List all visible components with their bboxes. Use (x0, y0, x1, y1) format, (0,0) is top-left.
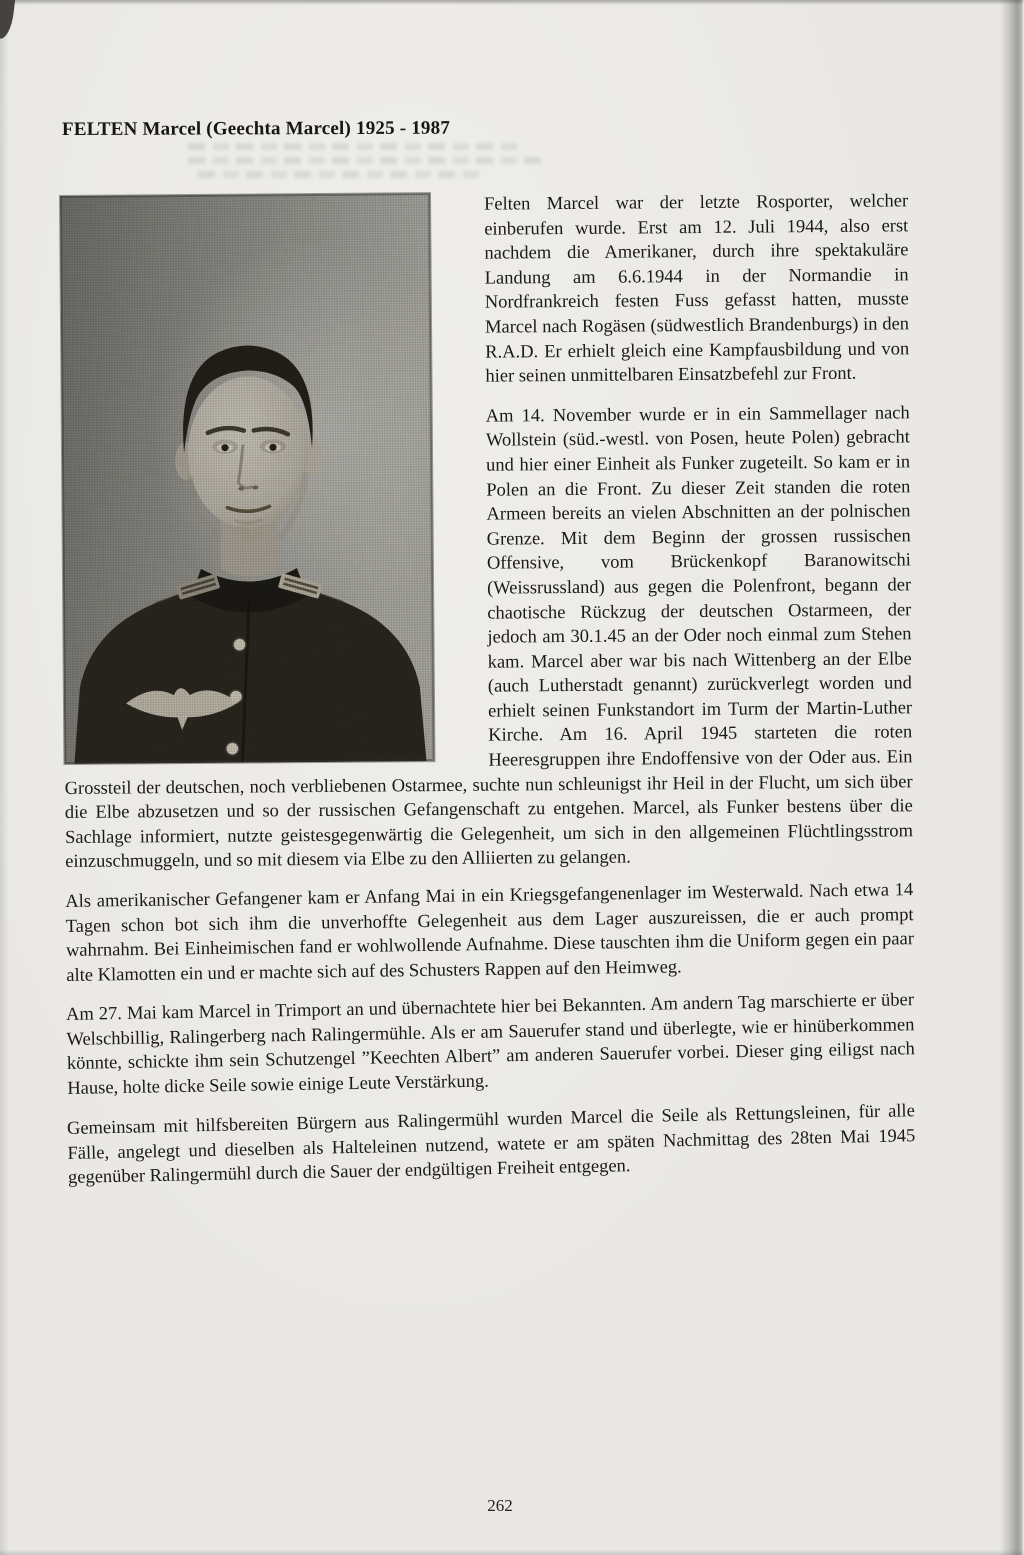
article-body (60, 189, 916, 1205)
scan-edge-band-right (1000, 0, 1024, 1555)
portrait-photo-illustration (60, 193, 434, 764)
paragraph-river-crossing: Gemeinsam mit hilfsbereiten Bürgern aus Ralingermühl wurden Marcel die Seile als Rettungsleinen, für alle Fälle, angelegt und dieselben als Halteleinen nutzend, watete er am späten Nachmittag des 28ten Mai 1945 gegenüber Ralingermühl durch die Sauer der endgültigen Freiheit entgegen. (66, 1101, 916, 1188)
page-number: 262 (487, 1496, 513, 1515)
scan-edge-shadow-left (0, 0, 9, 1555)
paragraph-pow-escape: Als amerikanischer Gefangener kam er Anfang Mai in ein Kriegsgefangenenlager im Westerwald. Nach etwa 14 Tagen schon bot sich ihm die unverhoffte Gelegenheit aus dem Lager auszureissen, die er auch prompt wahrnahm. Bei Einheimischen fand er wohlwollende Aufnahme. Diese tauschten ihm die Uniform gegen ein paar alte Klamotten ein und er machte sich auf des Schusters Rappen auf den Heimweg. (65, 880, 915, 986)
paragraph-front-service: Am 14. November wurde er in ein Sammellager nach Wollstein (süd.-westl. von Posen, heute Polen) gebracht und hier einer Einheit als Funker zugeteilt. So kam er in Polen an die Front. Zu dieser Zeit standen die roten Armeen bereits an vielen Abschnitten an der polnischen Grenze. Mit dem Beginn der grossen russischen Offensive, vom Brückenkopf Baranowitschi (Weissrussland) aus gegen die Polenfront, begann der chaotische Rückzug der deutschen Ostarmeen, der jedoch am 30.1.45 an der Oder noch einmal zum Stehen kam. Marcel aber war bis nach Wittenberg an der Elbe (auch Lutherstadt genannt) zurückverlegt worden und erhielt seinen Funkstandort im Turm der Martin-Luther Kirche. Am 16. April 1945 starteten die roten Heeresgruppen ihre Endoffensive von der Oder aus. Ein Grossteil der deutschen, noch verbliebenen Ostarmee, suchte nun schleunigst ihr Heil in der Flucht, um sich über die Elbe abzusetzen und so der russischen Gefangenschaft zu entgehen. Marcel, als Funker bestens über die Sachlage informiert, nutzte geistesgegenwärtig die Gelegenheit, um sich in den allgemeinen Flüchtlingsstrom einzuschmuggeln, und so mit diesem via Elbe zu den Alliierten zu gelangen. (64, 403, 914, 873)
page-showthrough-ghost-text (188, 143, 548, 185)
scan-edge-shadow-bottom (0, 1549, 1024, 1555)
paragraph-return-home: Am 27. Mai kam Marcel in Trimport an und übernachtete hier bei Bekannten. Am andern Tag marschierte er über Welschbillig, Ralingerberg nach Ralingermühle. Als er am Sauerufer stand und überlegte, wie er hinüberkommen könnte, schickte ihm sein Schutzengel ”Keechten Albert” am anderen Sauerufer vorbei. Dieser ging eiligst nach Hause, holte dicke Seile sowie einige Leute Verstärkung. (65, 990, 915, 1100)
page-title: FELTEN Marcel (Geechta Marcel) 1925 - 1987 (62, 117, 451, 140)
paragraph-intro: Felten Marcel war der letzte Rosporter, welcher einberufen wurde. Erst am 12. Juli 1944, also erst nachdem die Amerikaner, durch ihre spektakuläre Landung am 6.6.1944 in der Normandie in Nordfrankreich festen Fuss gefasst hatten, musste Marcel nach Rogäsen (südwestlich Brandenburgs) in den R.A.D. Er erhielt gleich eine Kampfausbildung und von hier seinen unmittelbaren Einsatzbefehl zur Front. (484, 191, 910, 387)
portrait-photo (60, 193, 434, 764)
scan-edge-shadow-top (0, 0, 1024, 5)
